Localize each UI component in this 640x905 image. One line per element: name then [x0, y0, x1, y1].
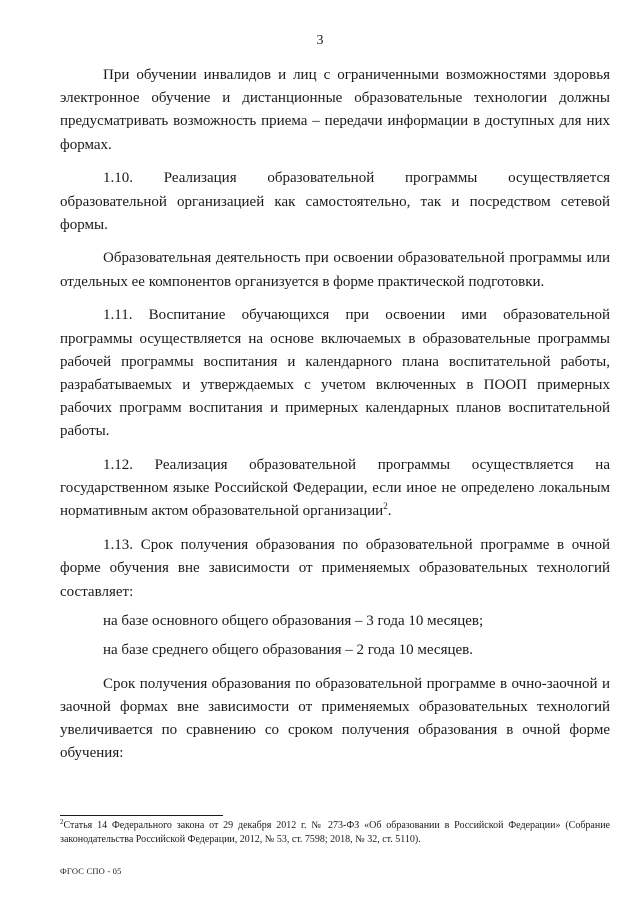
- footnote: [60, 819, 610, 847]
- paragraph-secondary-education-term: на базе среднего общего образования – 2 года 10 месяцев.: [103, 641, 473, 658]
- clause-number: 1.10.: [103, 170, 133, 187]
- clause-text: Срок получения образования по образовательной программе в очной форме обучения вне зависимости от применяемых образовательных технологий составляет:: [60, 537, 611, 600]
- paragraph-part-time-term: Срок получения образования по образовательной программе в очно-заочной и заочной формах вне зависимости от применяемых образовательных технологий увеличивается по сравнению со сроком получения образования в очной форме обучения:: [60, 675, 610, 762]
- clause-text: Реализация образовательной программы осуществляется на государственном языке Российской Федерации, если иное не определено локальным нормативным актом образовательной организации: [60, 457, 610, 520]
- footnote-text: Статья 14 Федерального закона от 29 декабря 2012 г. № 273-ФЗ «Об образовании в Российской Федерации» (Собрание законодательства Российской Федерации, 2012, № 53, ст. 7598; 2018, № 32, ст. 5110).: [60, 820, 610, 845]
- paragraph-1-11: [60, 304, 610, 443]
- paragraph-basic-education-term: на базе основного общего образования – 3 года 10 месяцев;: [103, 612, 484, 629]
- page-number: 3: [316, 33, 324, 48]
- footnote-divider: [60, 815, 223, 816]
- paragraph-1-12: [60, 454, 610, 524]
- clause-number: 1.13.: [103, 537, 133, 554]
- clause-number: 1.12.: [103, 457, 133, 474]
- paragraph-practical-training: Образовательная деятельность при освоении образовательной программы или отдельных ее компонентов организуется в форме практической подготовки.: [60, 250, 610, 290]
- footnote-marker: 2: [60, 818, 64, 826]
- clause-number: 1.11.: [103, 307, 133, 324]
- document-code: ФГОС СПО - 05: [60, 866, 122, 876]
- paragraph-1-10: [60, 167, 610, 237]
- clause-text: Реализация образовательной программы осуществляется образовательной организацией как самостоятельно, так и посредством сетевой формы.: [60, 170, 611, 233]
- document-body: [60, 64, 610, 765]
- clause-text-end: .: [387, 503, 392, 520]
- footnote-reference: 2: [383, 501, 388, 512]
- paragraph-distance-learning: При обучении инвалидов и лиц с ограниченными возможностями здоровья электронное обучение и дистанционные образовательные технологии должны предусматривать возможность приема – передачи информации в доступных для них формах.: [60, 67, 610, 153]
- clause-text: Воспитание обучающихся при освоении ими образовательной программы осуществляется на основе включаемых в образовательные программы рабочей программы воспитания и календарного плана воспитательной работы, разрабатываемых и утверждаемых с учетом включенных в ПООП примерных рабочих программ воспитания и примерных календарных планов воспитательной работы.: [60, 307, 611, 440]
- paragraph-1-13: [60, 534, 610, 604]
